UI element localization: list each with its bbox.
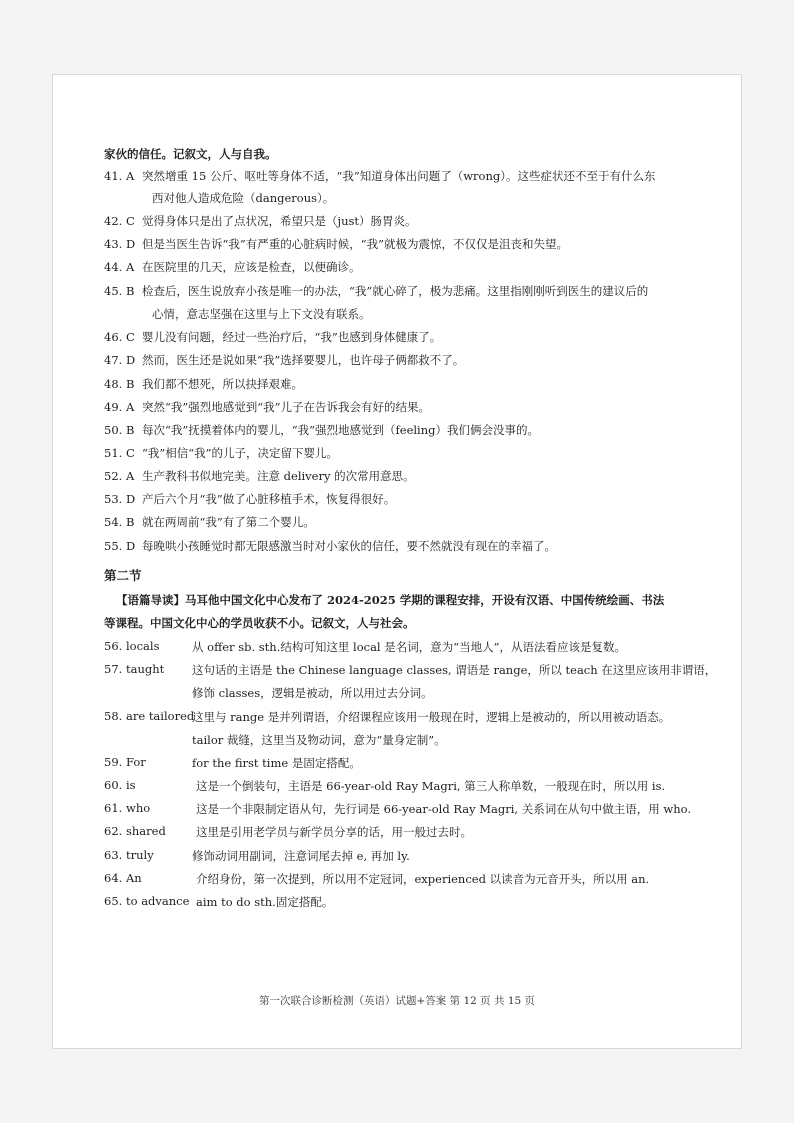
answer-item-44: 44. A 在医院里的几天，应该是检查，以便确诊。	[104, 260, 361, 274]
answer-item-42: 42. C 觉得身体只是出了点状况，希望只是（just）肠胃炎。	[104, 214, 417, 228]
answer-item-48: 48. B 我们都不想死，所以抉择艰难。	[104, 377, 303, 391]
intro-line: 家伙的信任。记叙文，人与自我。	[104, 147, 277, 161]
guide-line-2: 等课程。中国文化中心的学员收获不小。记叙文，人与社会。	[104, 616, 415, 630]
answer-item-46: 46. C 婴儿没有问题，经过一些治疗后，“我”也感到身体健康了。	[104, 330, 442, 344]
answer-item-45-cont: 心情，意志坚强在这里与上下文没有联系。	[152, 307, 371, 321]
answer-item-51: 51. C “我”相信“我”的儿子，决定留下婴儿。	[104, 446, 339, 460]
answer-item-54: 54. B 就在两周前“我”有了第二个婴儿。	[104, 515, 315, 529]
guide-line-1: 【语篇导读】马耳他中国文化中心发布了 2024-2025 学期的课程安排，开设有汉语、中国传统绘画、书法	[116, 593, 665, 607]
answer-item-45: 45. B 检查后，医生说放弃小孩是唯一的办法，“我”就心碎了，极为悲痛。这里指刚刚听到医生的建议后的	[104, 284, 649, 298]
answer-item-41: 41. A 突然增重 15 公斤、呕吐等身体不适，“我”知道身体出问题了（wrong）。这些症状还不至于有什么东	[104, 169, 656, 183]
answer-item-41-cont: 西对他人造成危险（dangerous）。	[152, 191, 335, 205]
answer-item-50: 50. B 每次“我”抚摸着体内的婴儿，“我”强烈地感觉到（feeling）我们俩会没事的。	[104, 423, 540, 437]
answer-item-47: 47. D 然而，医生还是说如果“我”选择要婴儿，也许母子俩都救不了。	[104, 353, 465, 367]
section2-title: 第二节	[104, 568, 142, 583]
answer-item-43: 43. D 但是当医生告诉“我”有严重的心脏病时候，“我”就极为震惊，不仅仅是沮丧和失望。	[104, 237, 569, 251]
answer-item-53: 53. D 产后六个月“我”做了心脏移植手术，恢复得很好。	[104, 492, 396, 506]
answer-item-49: 49. A 突然“我”强烈地感觉到“我”儿子在告诉我会有好的结果。	[104, 400, 431, 414]
answer-item-55: 55. D 每晚哄小孩睡觉时都无限感激当时对小家伙的信任，要不然就没有现在的幸福了。	[104, 539, 556, 553]
answer-item-52: 52. A 生产教科书似地完美。注意 delivery 的次常用意思。	[104, 469, 415, 483]
page-footer: 第一次联合诊断检测（英语）试题+答案 第 12 页 共 15 页	[258, 995, 536, 1007]
